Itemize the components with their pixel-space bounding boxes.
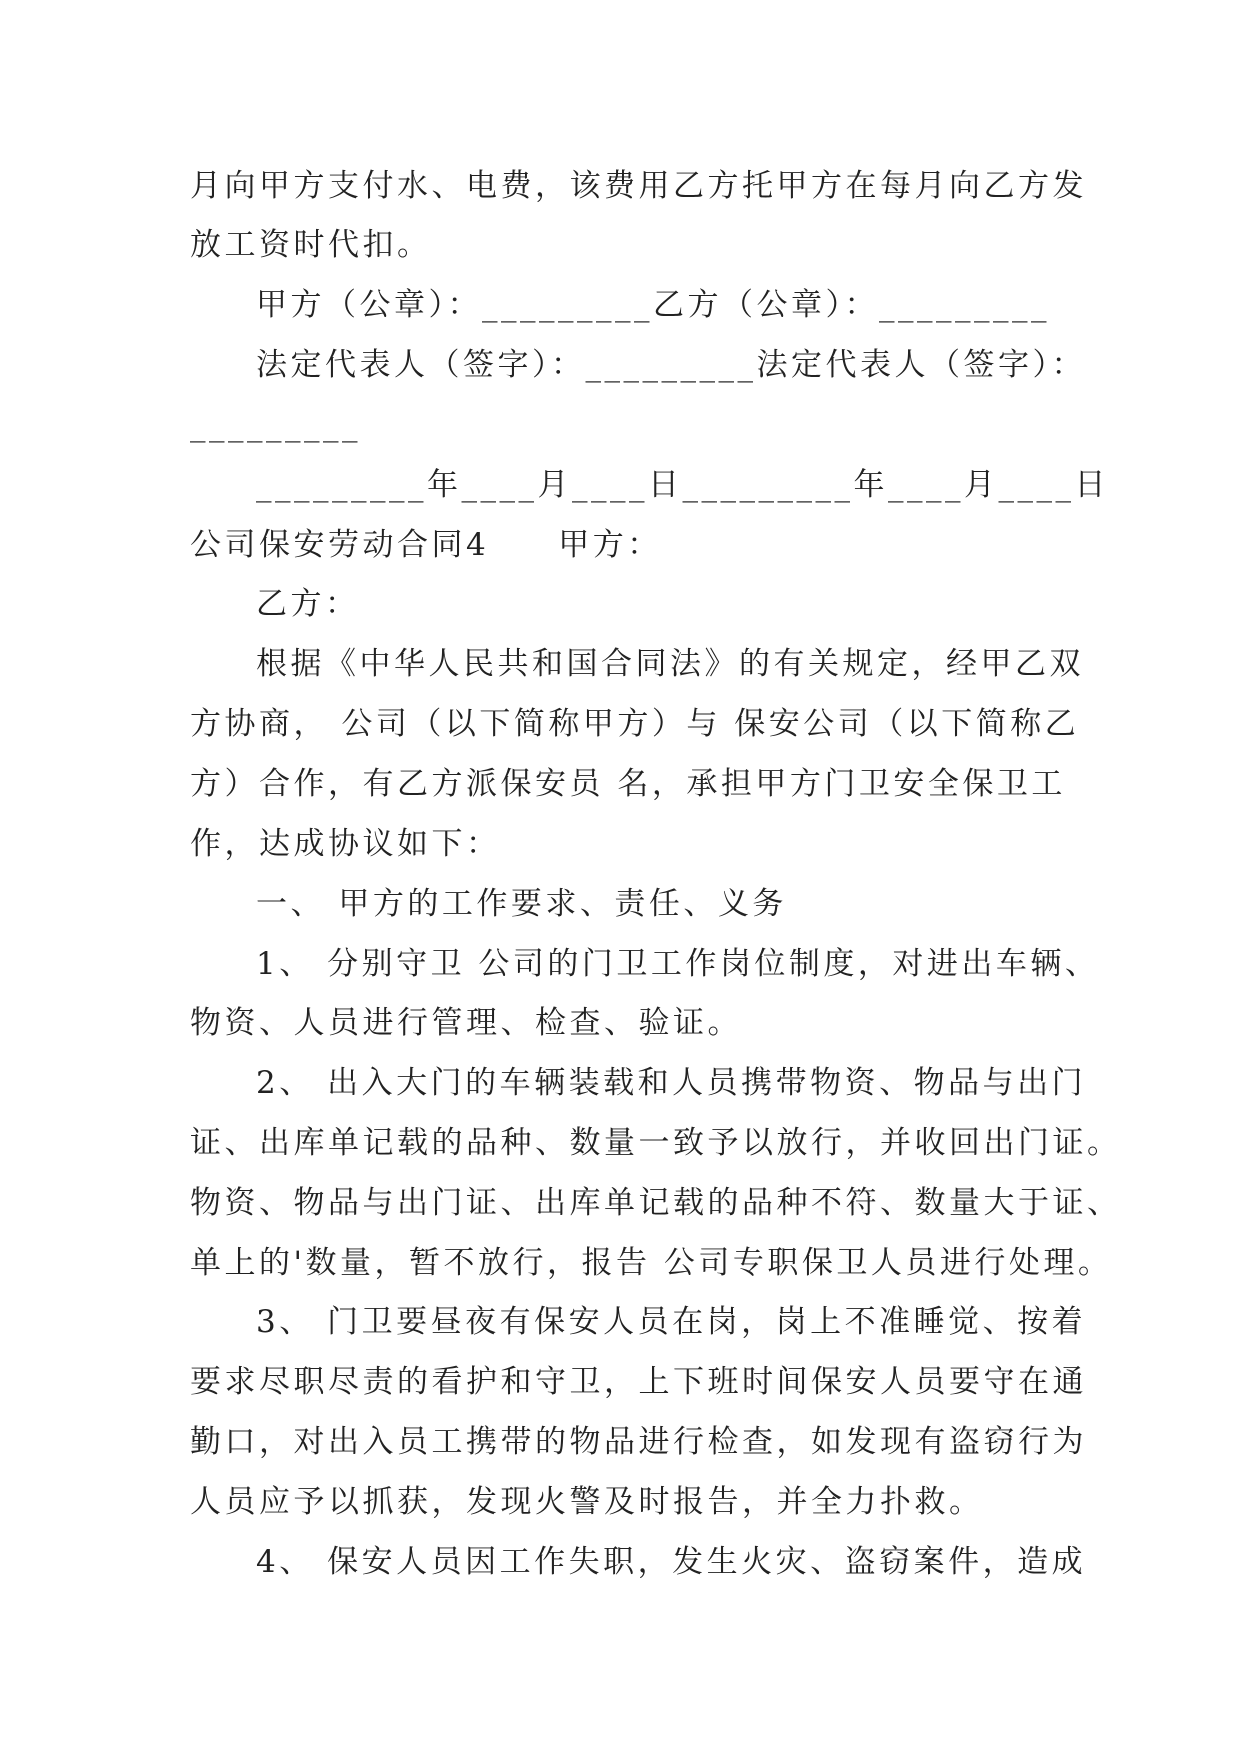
text-line: 物资、物品与出门证、出库单记载的品种不符、数量大于证、 xyxy=(190,1185,1122,1221)
text-line: 放工资时代扣。 xyxy=(190,227,432,263)
text-line: 作，达成协议如下： xyxy=(190,826,501,862)
text-line: 要求尽职尽责的看护和守卫，上下班时间保安人员要守在通 xyxy=(190,1364,1087,1400)
party-b-label: 乙方： xyxy=(256,586,360,622)
text-line: 人员应予以抓获，发现火警及时报告，并全力扑救。 xyxy=(190,1484,984,1520)
text-line: 证、出库单记载的品种、数量一致予以放行，并收回出门证。 xyxy=(190,1125,1122,1161)
text-line: 根据《中华人民共和国合同法》的有关规定，经甲乙双 xyxy=(256,646,1084,682)
contract-heading: 公司保安劳动合同4 甲方： xyxy=(190,527,662,563)
text-line: 方）合作，有乙方派保安员 名，承担甲方门卫安全保卫工 xyxy=(190,766,1066,802)
text-line: 1、 分别守卫 公司的门卫工作岗位制度，对进出车辆、 xyxy=(256,946,1100,982)
text-line: 月向甲方支付水、电费，该费用乙方托甲方在每月向乙方发 xyxy=(190,168,1087,204)
text-line: 方协商， 公司（以下简称甲方）与 保安公司（以下简称乙 xyxy=(190,706,1080,742)
signature-line-legal-representative: 法定代表人（签字）：_________法定代表人（签字）： xyxy=(256,347,1086,383)
signature-line-company-seal: 甲方（公章）：_________乙方（公章）：_________ xyxy=(256,287,1050,323)
text-line: 单上的'数量，暂不放行，报告 公司专职保卫人员进行处理。 xyxy=(190,1245,1113,1281)
text-line: 3、 门卫要昼夜有保安人员在岗，岗上不准睡觉、按着 xyxy=(256,1304,1087,1340)
signature-blank: _________ xyxy=(190,407,361,443)
date-line: _________年____月____日_________年____月____日 xyxy=(256,467,1109,503)
section-heading: 一、 甲方的工作要求、责任、义务 xyxy=(256,886,787,922)
text-line: 2、 出入大门的车辆装载和人员携带物资、物品与出门 xyxy=(256,1065,1087,1101)
text-line: 勤口，对出入员工携带的物品进行检查，如发现有盗窃行为 xyxy=(190,1424,1087,1460)
text-line: 物资、人员进行管理、检查、验证。 xyxy=(190,1005,742,1041)
text-line: 4、 保安人员因工作失职，发生火灾、盗窃案件，造成 xyxy=(256,1544,1087,1580)
